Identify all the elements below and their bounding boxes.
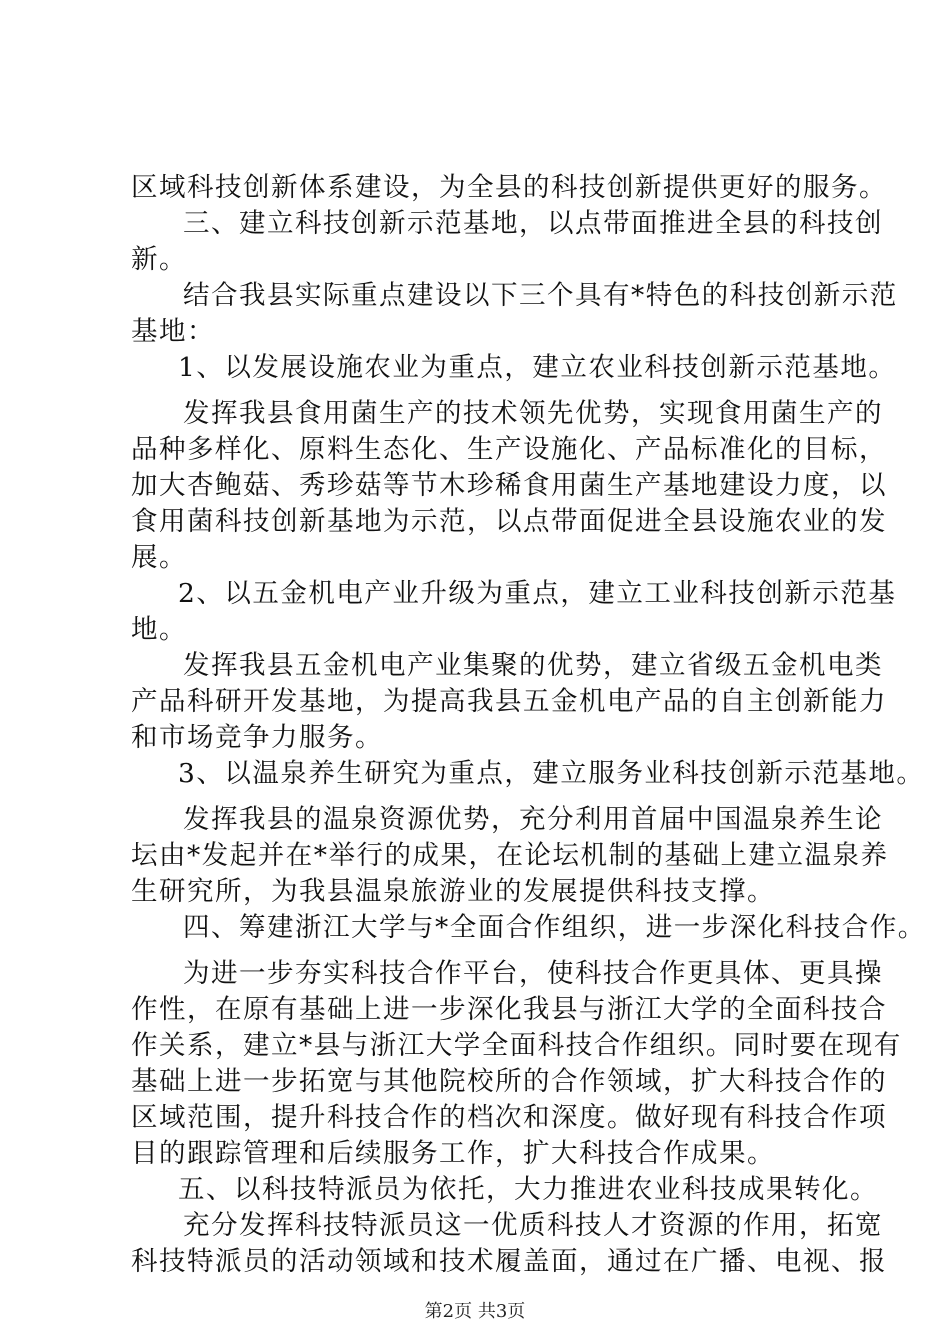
- subsection-heading: 1、以发展设施农业为重点，建立农业科技创新示范基地。: [178, 352, 897, 383]
- text-line: 区域范围，提升科技合作的档次和深度。做好现有科技合作项: [131, 1102, 887, 1133]
- text-line: 基地：: [131, 316, 215, 347]
- text-line: 产品科研开发基地，为提高我县五金机电产品的自主创新能力: [131, 686, 887, 717]
- text-line: 区域科技创新体系建设，为全县的科技创新提供更好的服务。: [131, 172, 887, 203]
- section-heading: 五、以科技特派员为依托，大力推进农业科技成果转化。: [178, 1174, 878, 1205]
- text-line: 生研究所，为我县温泉旅游业的发展提供科技支撑。: [131, 876, 775, 907]
- text-line: 品种多样化、原料生态化、生产设施化、产品标准化的目标，: [131, 434, 887, 465]
- text-line: 作关系，建立*县与浙江大学全面科技合作组织。同时要在现有: [131, 1030, 902, 1061]
- text-line: 展。: [131, 542, 187, 573]
- text-line: 充分发挥科技特派员这一优质科技人才资源的作用，拓宽: [183, 1210, 883, 1241]
- text-line: 新。: [131, 244, 187, 275]
- text-line: 坛由*发起并在*举行的成果，在论坛机制的基础上建立温泉养: [131, 840, 889, 871]
- section-heading: 四、筹建浙江大学与*全面合作组织，进一步深化科技合作。: [183, 912, 926, 943]
- subsection-heading: 2、以五金机电产业升级为重点，建立工业科技创新示范基: [178, 578, 897, 609]
- subsection-heading: 3、以温泉养生研究为重点，建立服务业科技创新示范基地。: [178, 758, 925, 789]
- text-line: 目的跟踪管理和后续服务工作，扩大科技合作成果。: [131, 1138, 775, 1169]
- text-line: 食用菌科技创新基地为示范，以点带面促进全县设施农业的发: [131, 506, 887, 537]
- text-line: 为进一步夯实科技合作平台，使科技合作更具体、更具操: [183, 958, 883, 989]
- text-line: 基础上进一步拓宽与其他院校所的合作领域，扩大科技合作的: [131, 1066, 887, 1097]
- text-line: 作性，在原有基础上进一步深化我县与浙江大学的全面科技合: [131, 994, 887, 1025]
- text-line: 科技特派员的活动领域和技术履盖面，通过在广播、电视、报: [131, 1246, 887, 1277]
- text-line: 结合我县实际重点建设以下三个具有*特色的科技创新示范: [183, 280, 898, 311]
- text-line: 发挥我县的温泉资源优势，充分利用首届中国温泉养生论: [183, 804, 883, 835]
- text-line: 地。: [131, 614, 187, 645]
- section-heading: 三、建立科技创新示范基地，以点带面推进全县的科技创: [183, 208, 883, 239]
- text-line: 加大杏鲍菇、秀珍菇等节木珍稀食用菌生产基地建设力度，以: [131, 470, 887, 501]
- text-line: 发挥我县食用菌生产的技术领先优势，实现食用菌生产的: [183, 398, 883, 429]
- text-line: 和市场竞争力服务。: [131, 722, 383, 753]
- text-line: 发挥我县五金机电产业集聚的优势，建立省级五金机电类: [183, 650, 883, 681]
- page-number: 第2页 共3页: [424, 1301, 526, 1322]
